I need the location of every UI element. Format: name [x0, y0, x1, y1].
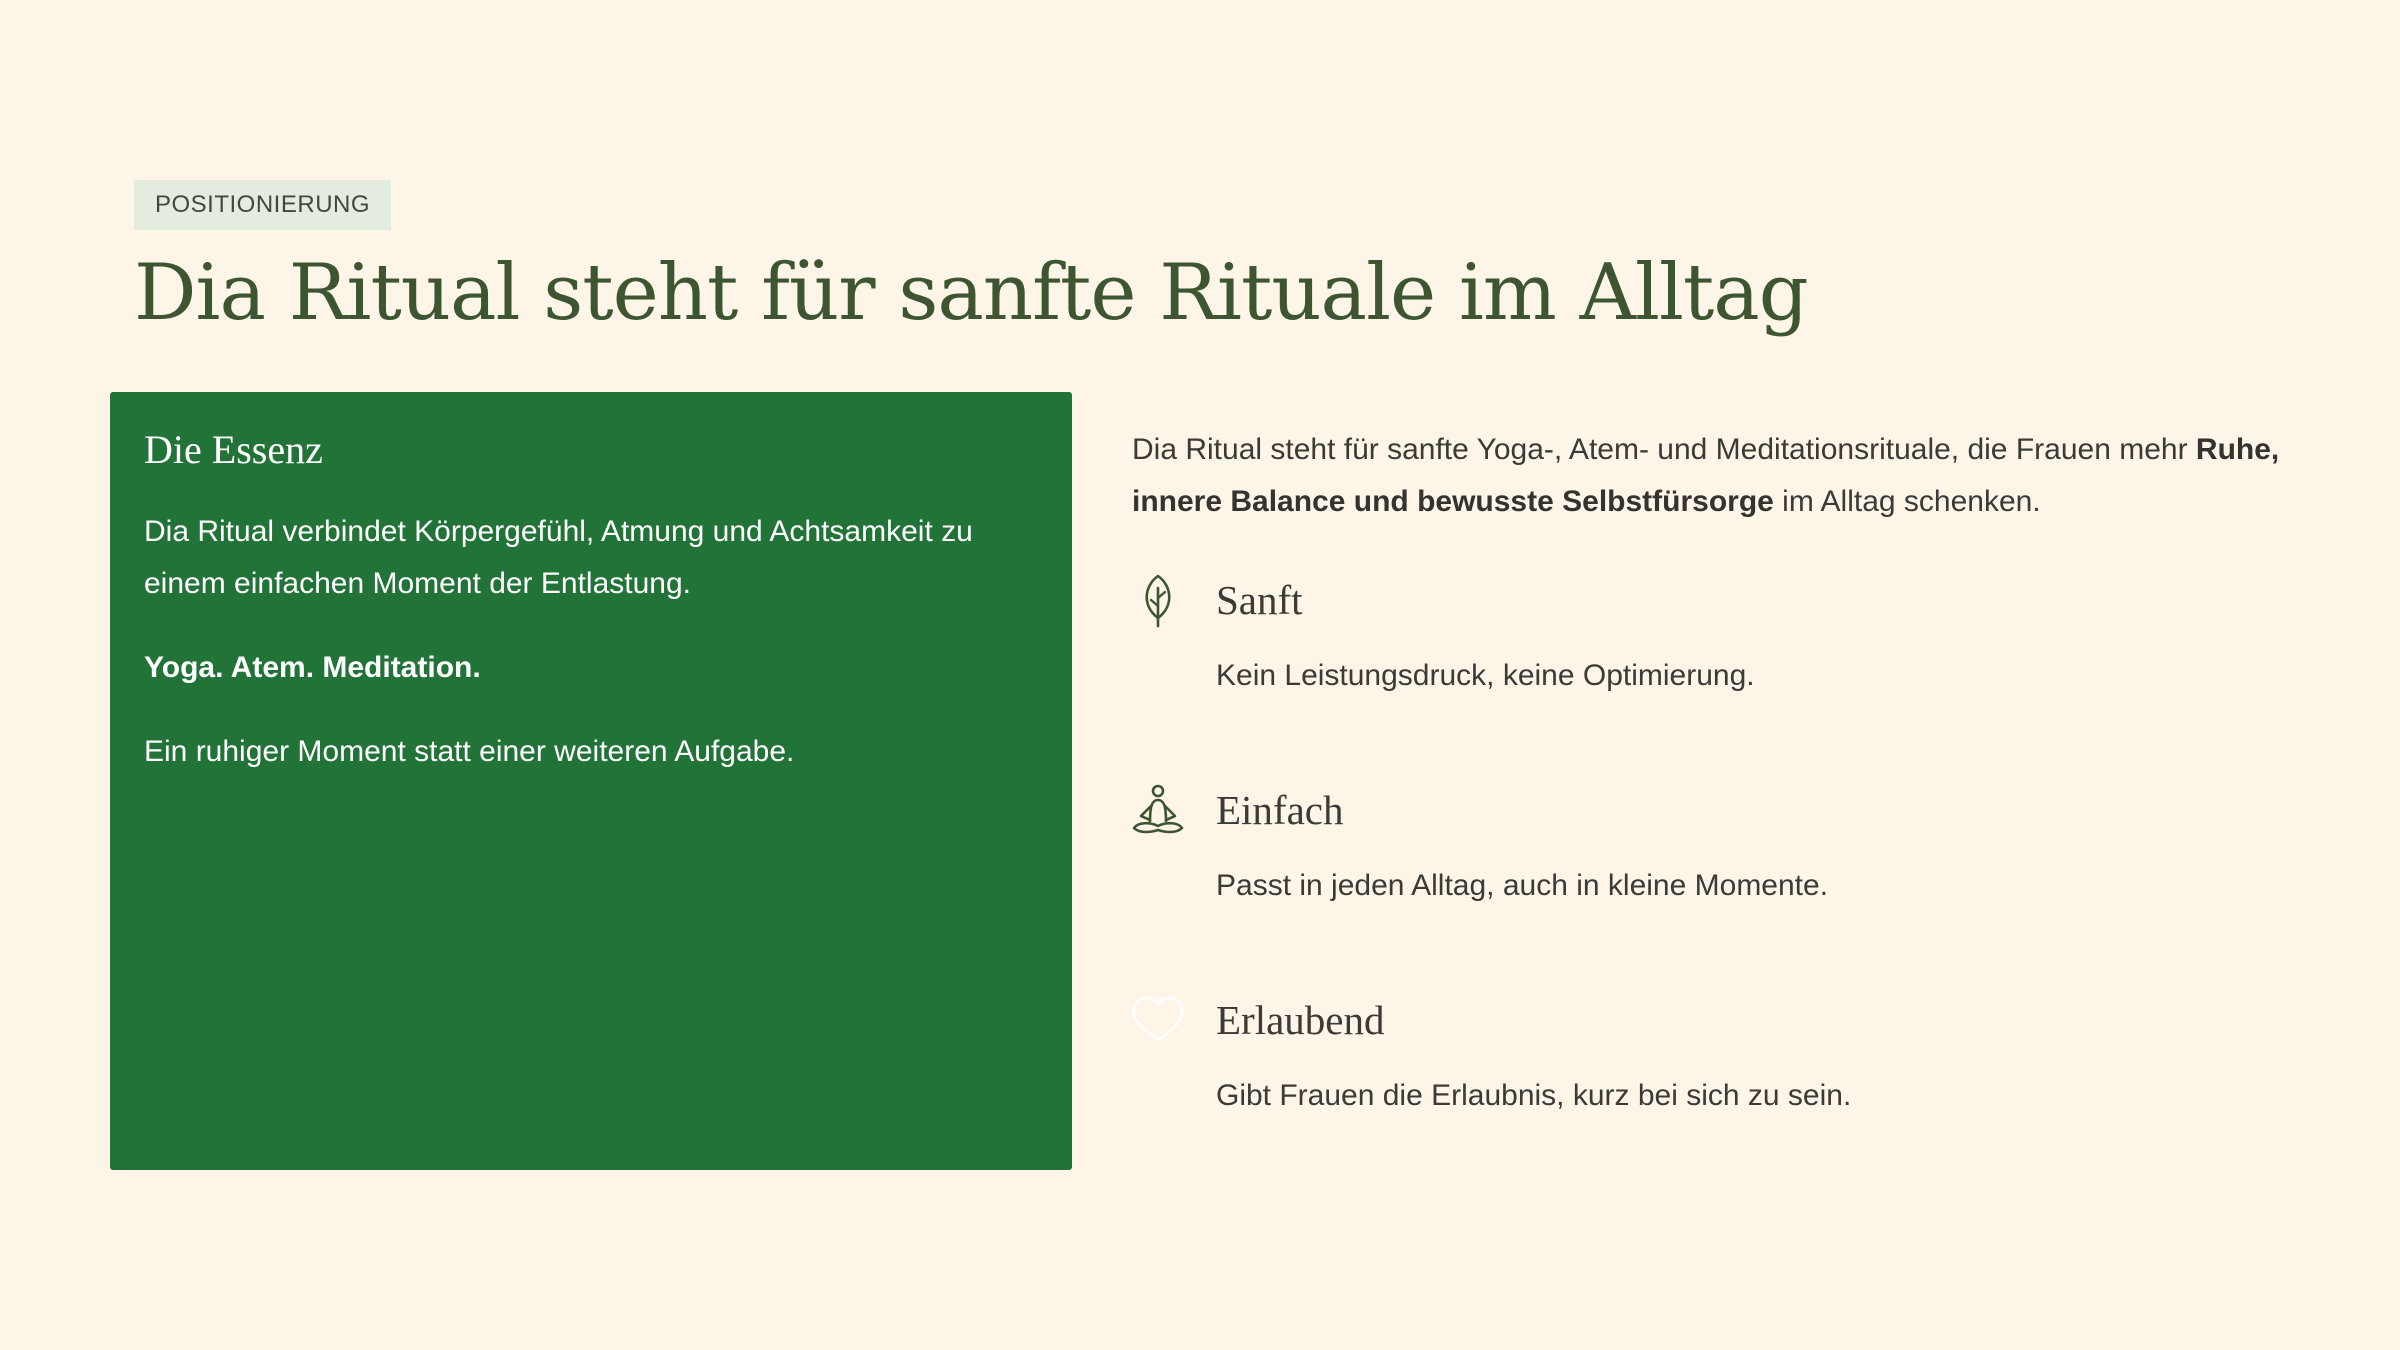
essence-highlight: Yoga. Atem. Meditation.: [144, 651, 481, 684]
essence-heading: Die Essenz: [144, 427, 323, 472]
essence-card: [110, 392, 1072, 1170]
intro-tail: im Alltag schenken.: [1773, 485, 2041, 518]
essence-paragraph: Dia Ritual verbindet Körpergefühl, Atmung und Achtsamkeit zu einem einfachen Moment der Entlastung.: [144, 515, 973, 600]
leaf-icon: [1130, 572, 1186, 628]
intro-text: [1132, 424, 2292, 528]
meditation-icon: [1130, 782, 1186, 838]
positioning-tag: POSITIONIERUNG: [134, 180, 391, 230]
feature-text: Gibt Frauen die Erlaubnis, kurz bei sich zu sein.: [1216, 1079, 1852, 1112]
feature-title: Erlaubend: [1216, 997, 1385, 1043]
feature-title: Einfach: [1216, 787, 1344, 833]
feature-text: Kein Leistungsdruck, keine Optimierung.: [1216, 659, 1755, 692]
page-title: Dia Ritual steht für sanfte Rituale im Alltag: [134, 248, 1808, 338]
feature-text: Passt in jeden Alltag, auch in kleine Momente.: [1216, 869, 1829, 902]
intro-lead: Dia Ritual steht für sanfte Yoga-, Atem- und Meditationsrituale, die Frauen mehr: [1132, 433, 2196, 466]
essence-closing: Ein ruhiger Moment statt einer weiteren Aufgabe.: [144, 735, 795, 768]
intro-bold: Ruhe, innere Balance und bewusste Selbstfürsorge: [1132, 433, 2280, 518]
feature-title: Sanft: [1216, 577, 1303, 623]
heart-icon: [1130, 992, 1186, 1048]
